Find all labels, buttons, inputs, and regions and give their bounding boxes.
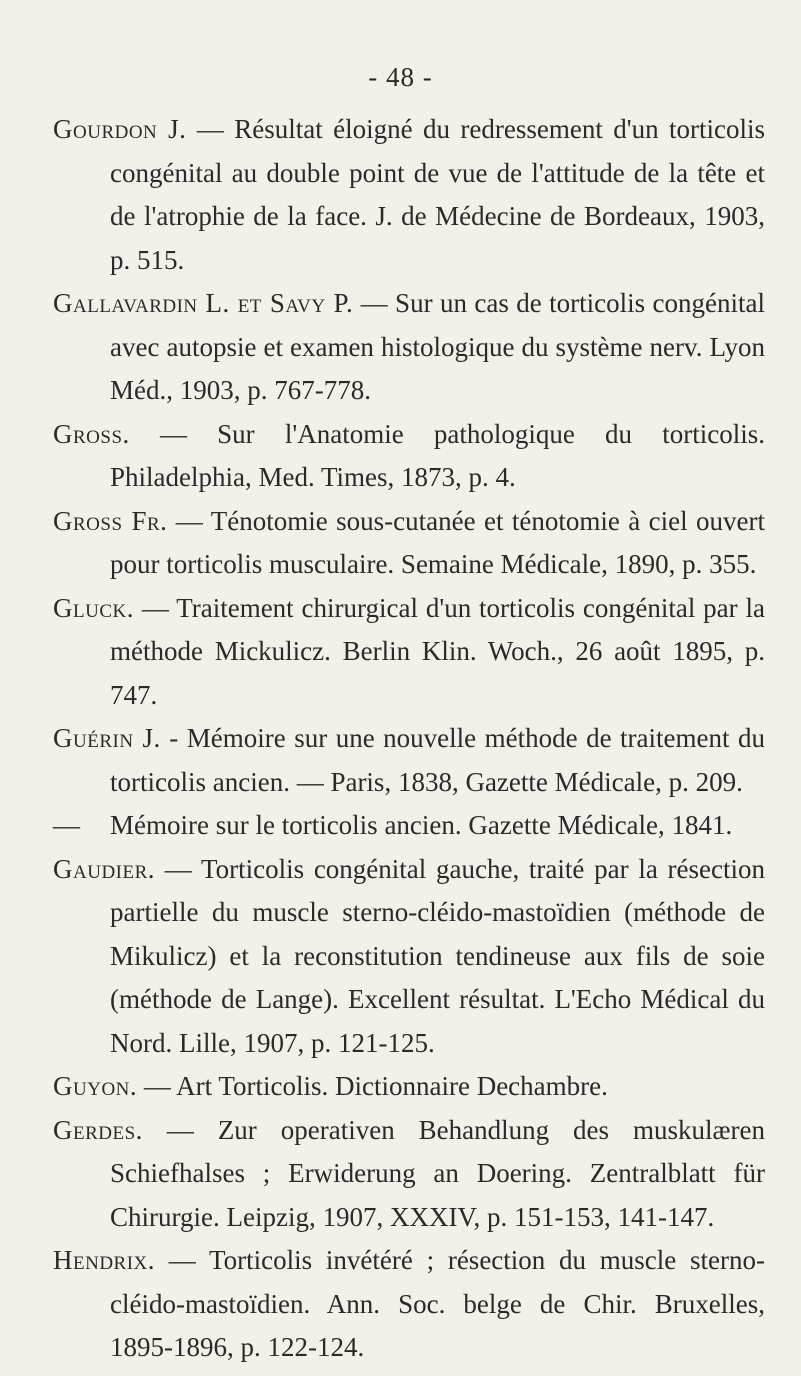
entry-text: — Sur un cas de torticolis congénital avec autopsie et examen histologique du système nerv. Lyon Méd., 1903, p. 767-778. [110,288,765,405]
bibliography-entry [53,717,765,804]
entry-text: — Sur l'Anatomie pathologique du torticolis. Philadelphia, Med. Times, 1873, p. 4. [110,418,765,492]
bibliography-entry [53,804,765,848]
entry-author: Gross. [53,418,130,449]
bibliography-entry [53,587,765,718]
entry-text: — Zur operativen Behandlung des muskulæren Schiefhalses ; Erwiderung an Doering. Zentralblatt für Chirurgie. Leipzig, 1907, XXXIV, p. 151-153, 141-147. [110,1114,765,1232]
entry-author: Gluck. [53,592,134,623]
bibliography-entry [53,282,765,413]
bibliography-entry [53,1065,765,1109]
bibliography-entry [53,1239,765,1370]
bibliography-entry [53,848,765,1066]
bibliography-entry [53,413,765,500]
entry-text: — Résultat éloigné du redressement d'un torticolis congénital au double point de vue de l'attitude de la tête et de l'atrophie de la face. J. de Médecine de Bordeaux, 1903, p. 515. [110,114,765,275]
entry-author: Gaudier. [53,853,156,884]
entry-text: — Ténotomie sous-cutanée et ténotomie à ciel ouvert pour torticolis musculaire. Semaine Médicale, 1890, p. 355. [110,505,766,579]
entry-author: Gross Fr. [53,505,168,536]
page-number: - 48 - [368,62,433,92]
entry-author: Gourdon J. [53,114,187,144]
bibliography-entry [53,108,765,282]
bibliography-entry [53,500,765,587]
entry-author: Guérin J. [53,723,161,753]
entry-text: — Traitement chirurgical d'un torticolis congénital par la méthode Mickulicz. Berlin Klin. Woch., 26 août 1895, p. 747. [110,592,765,710]
ditto-dash: — [53,810,80,840]
entry-text: — Torticolis invétéré ; résection du muscle sterno-cléido-mastoïdien. Ann. Soc. belge de Chir. Bruxelles, 1895-1896, p. 122-124. [110,1245,765,1362]
entry-text: Mémoire sur le torticolis ancien. Gazette Médicale, 1841. [110,810,733,840]
entry-author: Hendrix. [53,1245,156,1275]
entry-text: — Torticolis congénital gauche, traité par la résection partielle du muscle sterno-cléido-mastoïdien (méthode de Mikulicz) et la reconstitution tendineuse aux fils de soie (méthode de Lange). Excellent résultat. L'Echo Médical du Nord. Lille, 1907, p. 121-125. [110,853,765,1058]
bibliography [53,108,765,1370]
entry-text: — Art Torticolis. Dictionnaire Dechambre. [137,1071,608,1101]
bibliography-entry [53,1109,765,1240]
entry-author: Gerdes. [53,1114,143,1145]
entry-author: Gallavardin L. et Savy P. [53,288,354,318]
entry-author: Guyon. [53,1071,138,1101]
entry-text: - Mémoire sur une nouvelle méthode de traitement du torticolis ancien. — Paris, 1838, Gazette Médicale, p. 209. [110,723,765,797]
